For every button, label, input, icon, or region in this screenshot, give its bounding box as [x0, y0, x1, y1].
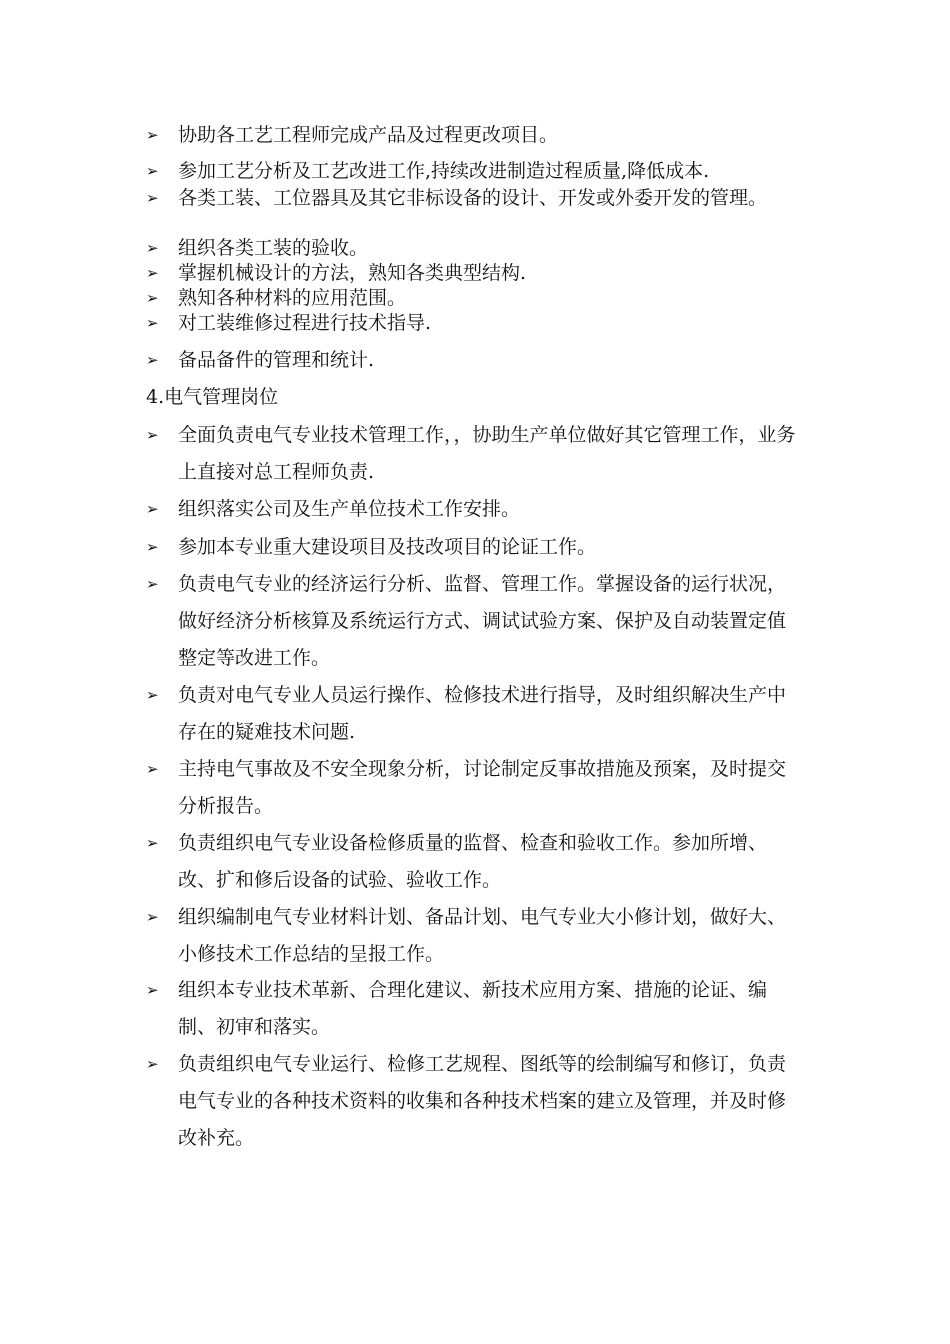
list-item-text: 熟知各种材料的应用范围。 — [178, 287, 407, 309]
list-item-text: 组织本专业技术革新、合理化建议、新技术应用方案、措施的论证、编制、初审和落实。 — [178, 979, 768, 1038]
list-item-text: 参加本专业重大建设项目及技改项目的论证工作。 — [178, 536, 597, 558]
arrow-bullet-icon: ➢ — [146, 538, 159, 556]
list-item-text: 参加工艺分析及工艺改进工作,持续改进制造过程质量,降低成本. — [178, 160, 710, 182]
list-item-text: 组织落实公司及生产单位技术工作安排。 — [178, 498, 521, 520]
list-item-text: 对工装维修过程进行技术指导. — [178, 312, 432, 334]
list-item-text: 主持电气事故及不安全现象分析，讨论制定反事故措施及预案，及时提交分析报告。 — [178, 758, 787, 817]
arrow-bullet-icon: ➢ — [146, 314, 159, 332]
list-item-text: 负责组织电气专业运行、检修工艺规程、图纸等的绘制编写和修订，负责电气专业的各种技术资料的收集和各种技术档案的建立及管理，并及时修改补充。 — [178, 1053, 787, 1149]
arrow-bullet-icon: ➢ — [146, 239, 159, 257]
list-item-text: 负责组织电气专业设备检修质量的监督、检查和验收工作。参加所增、改、扩和修后设备的试验、验收工作。 — [178, 832, 768, 891]
arrow-bullet-icon: ➢ — [146, 162, 159, 180]
arrow-bullet-icon: ➢ — [146, 908, 159, 926]
arrow-bullet-icon: ➢ — [146, 575, 159, 593]
list-item-text: 备品备件的管理和统计. — [178, 349, 375, 371]
arrow-bullet-icon: ➢ — [146, 981, 159, 999]
list-item-text: 负责对电气专业人员运行操作、检修技术进行指导，及时组织解决生产中存在的疑难技术问题. — [178, 684, 787, 743]
arrow-bullet-icon: ➢ — [146, 289, 159, 307]
arrow-bullet-icon: ➢ — [146, 426, 159, 444]
list-item-text: 各类工装、工位器具及其它非标设备的设计、开发或外委开发的管理。 — [178, 187, 768, 209]
list-item-text: 全面负责电气专业技术管理工作，，协助生产单位做好其它管理工作，业务上直接对总工程师负责. — [178, 424, 796, 483]
arrow-bullet-icon: ➢ — [146, 760, 159, 778]
arrow-bullet-icon: ➢ — [146, 686, 159, 704]
list-item-text: 负责电气专业的经济运行分析、监督、管理工作。掌握设备的运行状况，做好经济分析核算及系统运行方式、调试试验方案、保护及自动装置定值整定等改进工作。 — [178, 573, 787, 669]
section-heading: 4.电气管理岗位 — [146, 386, 279, 408]
arrow-bullet-icon: ➢ — [146, 264, 159, 282]
list-item-text: 组织编制电气专业材料计划、备品计划、电气专业大小修计划，做好大、小修技术工作总结的呈报工作。 — [178, 906, 787, 965]
list-item-text: 组织各类工装的验收。 — [178, 237, 369, 259]
list-item-text: 掌握机械设计的方法，熟知各类典型结构. — [178, 262, 527, 284]
arrow-bullet-icon: ➢ — [146, 500, 159, 518]
arrow-bullet-icon: ➢ — [146, 834, 159, 852]
list-item-text: 协助各工艺工程师完成产品及过程更改项目。 — [178, 124, 559, 146]
arrow-bullet-icon: ➢ — [146, 1055, 159, 1073]
arrow-bullet-icon: ➢ — [146, 189, 159, 207]
arrow-bullet-icon: ➢ — [146, 126, 159, 144]
arrow-bullet-icon: ➢ — [146, 351, 159, 369]
